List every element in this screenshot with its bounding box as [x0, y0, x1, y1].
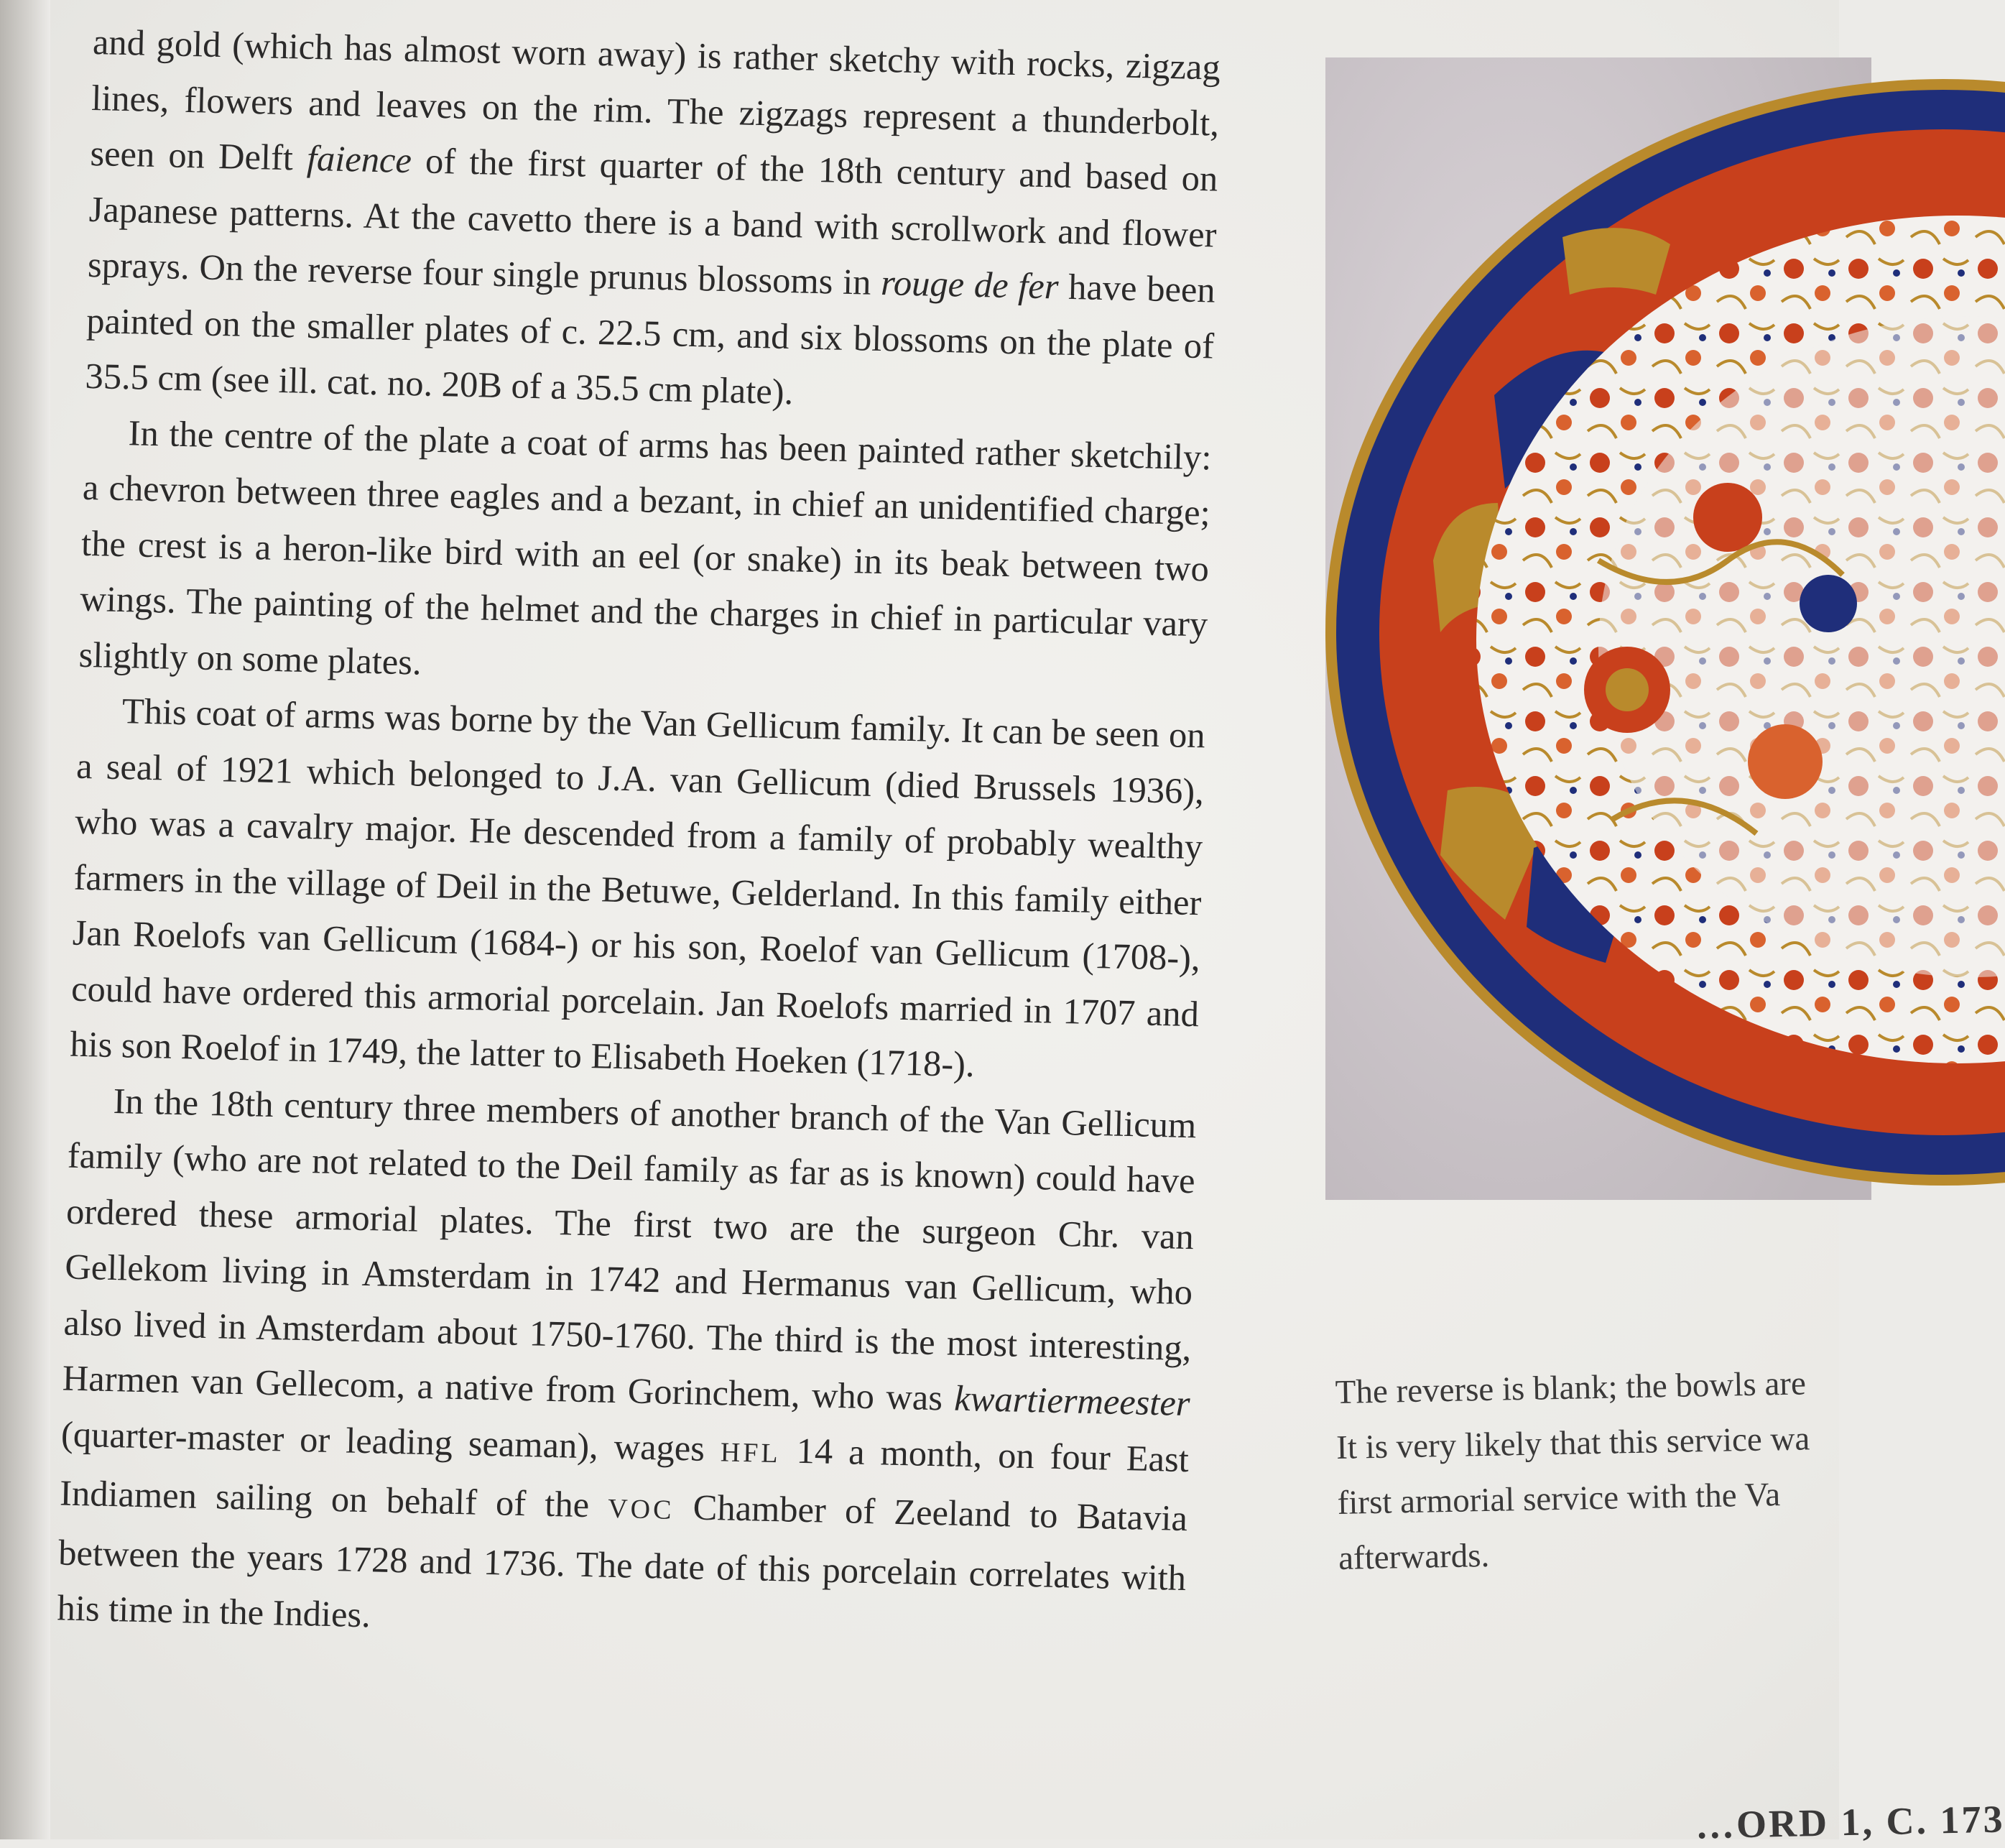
- imari-plate-image: [1325, 57, 1871, 1200]
- figure-caption: [1335, 1354, 1885, 1586]
- running-footer: …ORD 1, C. 173: [1695, 1797, 2005, 1847]
- page-gutter-shadow: [0, 0, 50, 1839]
- caption-line: It is very likely that this service wa: [1335, 1420, 1810, 1466]
- caption-line: afterwards.: [1338, 1536, 1490, 1577]
- small-caps-abbrev: HFL: [720, 1436, 782, 1469]
- paragraph-4: In the 18th century three members of another branch of the Van Gellicum family (who are not related to the Deil family as far as is known) could have ordered these armorial plates. The first two are the surgeon Chr. van Gellekom living in Amsterdam in 1742 and Hermanus van Gellicum, who also lived in Amsterdam about 1750-1760. The third is the most interesting, Harmen van Gellecom, a native from Gorinchem, who was kwartiermeester (quarter-master or leading seaman), wages HFL 14 a month, on four East Indiamen sailing on behalf of the VOC Chamber of Zeeland to Batavia between the years 1728 and 1736. The date of this porcelain correlates with his time in the Indies.: [57, 1080, 1197, 1635]
- paragraph-2: In the centre of the plate a coat of arms has been painted rather sketchily: a chevron between three eagles and a bezant, in chief an unidentified charge; the crest is a heron-like bird with an eel (or snake) in its beak between two wings. The painting of the helmet and the charges in chief in particular vary slightly on some plates.: [78, 412, 1213, 683]
- body-text-column: [57, 14, 1221, 1662]
- italic-term: kwartiermeester: [953, 1377, 1191, 1424]
- caption-line: first armorial service with the Va: [1337, 1476, 1781, 1522]
- plate-photograph: [1325, 57, 1871, 1200]
- caption-line: The reverse is blank; the bowls are: [1335, 1364, 1807, 1411]
- italic-term: rouge de fer: [880, 262, 1060, 307]
- italic-term: faience: [306, 137, 412, 181]
- small-caps-abbrev: VOC: [607, 1493, 675, 1525]
- paragraph-3: This coat of arms was borne by the Van Gellicum family. It can be seen on a seal of 1921 which belonged to J.A. van Gellicum (died Brussels 1936), who was a cavalry major. He descended from a family of probably wealthy farmers in the village of Deil in the Betuwe, Gelderland. In this family either Jan Roelofs van Gellicum (1684-) or his son, Roelof van Gellicum (1708-), could have ordered this armorial porcelain. Jan Roelofs married in 1707 and his son Roelof in 1749, the latter to Elisabeth Hoeken (1718-).: [69, 690, 1206, 1085]
- paragraph-1: and gold (which has almost worn away) is rather sketchy with rocks, zigzag lines, flowers and leaves on the rim. The zigzags represent a thunderbolt, seen on Delft faience of the first quarter of the 18th century and based on Japanese patterns. At the cavetto there is a band with scrollwork and flower sprays. On the reverse four single prunus blossoms in rouge de fer have been painted on the smaller plates of c. 22.5 cm, and six blossoms on the plate of 35.5 cm (see ill. cat. no. 20B of a 35.5 cm plate).: [84, 21, 1221, 412]
